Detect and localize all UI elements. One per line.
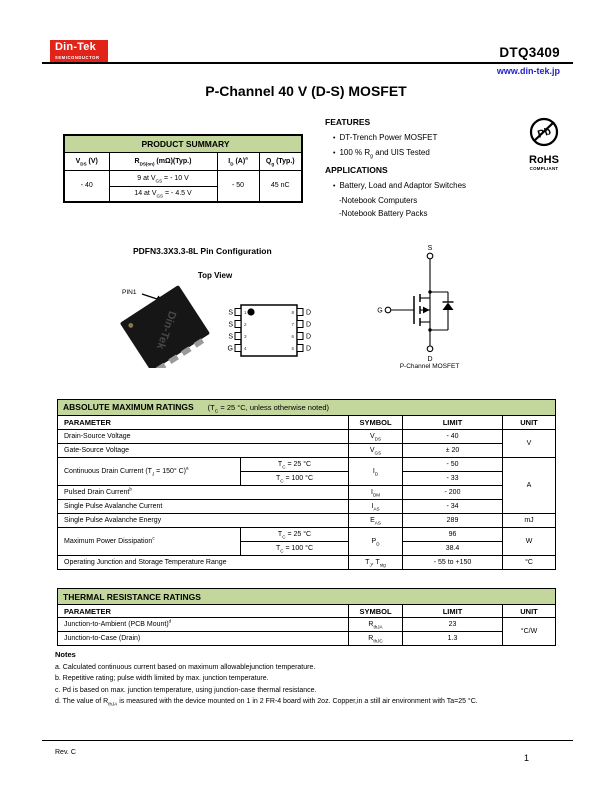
abs-header-parameter: PARAMETER (58, 416, 349, 430)
col-header-id: $I_D$ $(A)^a$ (217, 152, 259, 170)
symbol-cell: $T_J$, $T_{stg}$ (349, 556, 403, 570)
pb-text: Pb (536, 125, 553, 141)
page-number: 1 (524, 753, 530, 763)
table-row (58, 500, 556, 514)
product-summary-title: PRODUCT SUMMARY (64, 135, 302, 152)
feature-item-text: DT-Trench Power MOSFET (339, 133, 438, 142)
limit-cell: 96 (403, 528, 503, 542)
col-header-qg: $Q_g$ (Typ.) (259, 152, 302, 170)
limit-cell: - 40 (403, 430, 503, 444)
pin-name: D (306, 345, 312, 353)
thermal-header-symbol: SYMBOL (349, 605, 403, 618)
application-subitem: -Notebook Battery Packs (339, 209, 428, 218)
pchannel-arrow (423, 307, 430, 314)
bullet-icon: • (333, 150, 336, 157)
vds-value: - 40 (64, 170, 109, 202)
pin-number: 8 (291, 310, 294, 315)
symbol-cell: $I_{AS}$ (349, 500, 403, 514)
symbol-cell: $R_{thJA}$ (349, 618, 403, 632)
pin-number: 4 (244, 346, 247, 351)
thermal-header-unit: UNIT (503, 605, 556, 618)
symbol-cell: $P_D$ (349, 528, 403, 556)
symbol-cell: $R_{thJC}$ (349, 632, 403, 646)
chip-marking: Din-Tek (153, 309, 179, 351)
application-subitem: -Notebook Computers (339, 196, 418, 205)
symbol-cell: $I_D$ (349, 458, 403, 486)
pin1-marker-dot (247, 308, 254, 315)
feature-item (333, 148, 520, 160)
param-cell: Operating Junction and Storage Temperature Range (58, 556, 349, 570)
symbol-cell: $I_{DM}$ (349, 486, 403, 500)
features-title: FEATURES (325, 117, 371, 127)
product-summary-table (63, 134, 303, 203)
symbol-cell: $E_{AS}$ (349, 514, 403, 528)
notes-section (55, 650, 565, 705)
limit-cell: - 200 (403, 486, 503, 500)
abs-header-symbol: SYMBOL (349, 416, 403, 430)
notes-title: Notes (55, 650, 76, 659)
abs-max-title-text: ABSOLUTE MAXIMUM RATINGS (63, 402, 194, 413)
pin-number: 3 (244, 334, 247, 339)
limit-cell: 1.3 (403, 632, 503, 646)
rohs-label: RoHS (529, 154, 559, 166)
unit-cell: mJ (503, 514, 556, 528)
note-a: a. Calculated continuous current based on maximum allowablejunction temperature. (55, 663, 316, 671)
logo-title: Din-Tek (55, 41, 96, 53)
application-item (333, 181, 520, 190)
body-diode (443, 303, 454, 311)
param-cell: Single Pulse Avalanche Current (58, 500, 349, 514)
unit-cell: V (503, 430, 556, 458)
footer-rule (42, 740, 573, 741)
pb-free-icon (521, 116, 567, 148)
param-cell: Single Pulse Avalanche Energy (58, 514, 349, 528)
table-row (58, 528, 556, 542)
limit-cell: 38.4 (403, 542, 503, 556)
absolute-maximum-ratings-table (57, 399, 556, 570)
header-rule (42, 62, 573, 64)
dintek-logo (50, 40, 108, 63)
pin-number: 6 (291, 334, 294, 339)
pin-number: 2 (244, 322, 247, 327)
unit-cell: °C/W (503, 618, 556, 646)
features-block (325, 117, 520, 218)
revision-label: Rev. C (55, 749, 76, 756)
mosfet-schematic (372, 242, 487, 364)
application-item-text: Battery, Load and Adaptor Switches (339, 181, 467, 190)
pin-name: G (227, 345, 233, 353)
abs-max-subtitle: ($T_C = 25$ °C, unless otherwise noted) (207, 403, 330, 415)
package-photo (110, 284, 218, 368)
rohs-mark (521, 116, 567, 171)
pin-name: D (306, 321, 312, 329)
limit-cell: - 33 (403, 472, 503, 486)
condition-cell: $T_C = 100$ °C (241, 542, 349, 556)
applications-title: APPLICATIONS (325, 165, 388, 175)
col-header-vds: $V_{DS}$ (V) (64, 152, 109, 170)
table-row (58, 556, 556, 570)
schematic-caption: P-Channel MOSFET (399, 363, 460, 370)
id-value: - 50 (217, 170, 259, 202)
page-title: P-Channel 40 V (D-S) MOSFET (205, 83, 407, 99)
qg-value: 45 nC (259, 170, 302, 202)
condition-cell: $T_C = 25$ °C (241, 458, 349, 472)
abs-header-unit: UNIT (503, 416, 556, 430)
limit-cell: - 34 (403, 500, 503, 514)
abs-max-title (58, 400, 556, 416)
table-row (58, 486, 556, 500)
unit-cell: °C (503, 556, 556, 570)
drain-label: D (427, 356, 433, 363)
table-row (58, 430, 556, 444)
condition-cell: $T_C = 25$ °C (241, 528, 349, 542)
feature-item (333, 133, 520, 142)
thermal-title: THERMAL RESISTANCE RATINGS (58, 589, 556, 605)
param-cell: Drain-Source Voltage (58, 430, 349, 444)
pin-name: S (228, 333, 233, 341)
param-cell: Gate-Source Voltage (58, 444, 349, 458)
limit-cell: 289 (403, 514, 503, 528)
note-c: c. Pd is based on max. junction temperature, using junction-case thermal resistance. (55, 686, 317, 694)
param-cell: Continuous Drain Current ($T_J = 150^\circ$ C)$^a$ (58, 458, 241, 486)
limit-cell: ± 20 (403, 444, 503, 458)
thermal-resistance-table (57, 588, 556, 646)
rdson-10v-value: 9 at $V_{GS}$ = - 10 V (109, 170, 217, 186)
param-cell: Junction-to-Ambient (PCB Mount)$^d$ (58, 618, 349, 632)
pin-name: D (306, 333, 312, 341)
limit-cell: 23 (403, 618, 503, 632)
source-label: S (427, 245, 433, 252)
feature-item-text: 100 % $R_g$ and UIS Tested (339, 148, 430, 160)
param-cell: Pulsed Drain Current$^b$ (58, 486, 349, 500)
note-d: d. The value of $R_{thJA}$ is measured with the device mounted on 1 in 2 FR-4 board with 2oz. Copper,in a still air environment with Ta=25 °C. (55, 698, 478, 707)
pin-number: 7 (291, 322, 294, 327)
col-header-rdson: $R_{DS(on)}$ (mΩ)(Typ.) (109, 152, 217, 170)
pin-name: D (306, 309, 312, 317)
param-cell: Maximum Power Dissipation$^c$ (58, 528, 241, 556)
logo-subtitle: SEMICONDUCTOR (55, 55, 100, 60)
bullet-icon: • (333, 183, 336, 190)
thermal-header-parameter: PARAMETER (58, 605, 349, 618)
pin1-label: PIN1 (122, 289, 137, 296)
limit-cell: - 50 (403, 458, 503, 472)
limit-cell: - 55 to +150 (403, 556, 503, 570)
bullet-icon: • (333, 135, 336, 142)
website-link[interactable]: www.din-tek.jp (496, 66, 560, 76)
unit-cell: W (503, 528, 556, 556)
pin-config-title: PDFN3.3X3.3-8L Pin Configuration (133, 246, 272, 256)
symbol-cell: $V_{DS}$ (349, 430, 403, 444)
pin-name: S (228, 321, 233, 329)
table-row (58, 618, 556, 632)
table-row (58, 514, 556, 528)
top-view-label: Top View (197, 271, 233, 280)
abs-header-limit: LIMIT (403, 416, 503, 430)
rohs-compliant-label: COMPLIANT (529, 166, 559, 171)
pin-number: 1 (244, 310, 247, 315)
chip-package (120, 285, 213, 368)
table-row (58, 444, 556, 458)
param-cell: Junction-to-Case (Drain) (58, 632, 349, 646)
thermal-header-limit: LIMIT (403, 605, 503, 618)
rdson-45v-value: 14 at $V_{GS}$ = - 4.5 V (109, 186, 217, 202)
table-row (58, 632, 556, 646)
pinout-diagram (226, 301, 316, 361)
pin-name: S (228, 309, 233, 317)
note-b: b. Repetitive rating; pulse width limited by max. junction temperature. (55, 675, 269, 682)
condition-cell: $T_C = 100$ °C (241, 472, 349, 486)
symbol-cell: $V_{GS}$ (349, 444, 403, 458)
gate-label: G (377, 307, 383, 315)
part-number: DTQ3409 (499, 45, 560, 60)
pin-number: 5 (291, 346, 294, 351)
table-row (58, 458, 556, 472)
unit-cell: A (503, 458, 556, 514)
